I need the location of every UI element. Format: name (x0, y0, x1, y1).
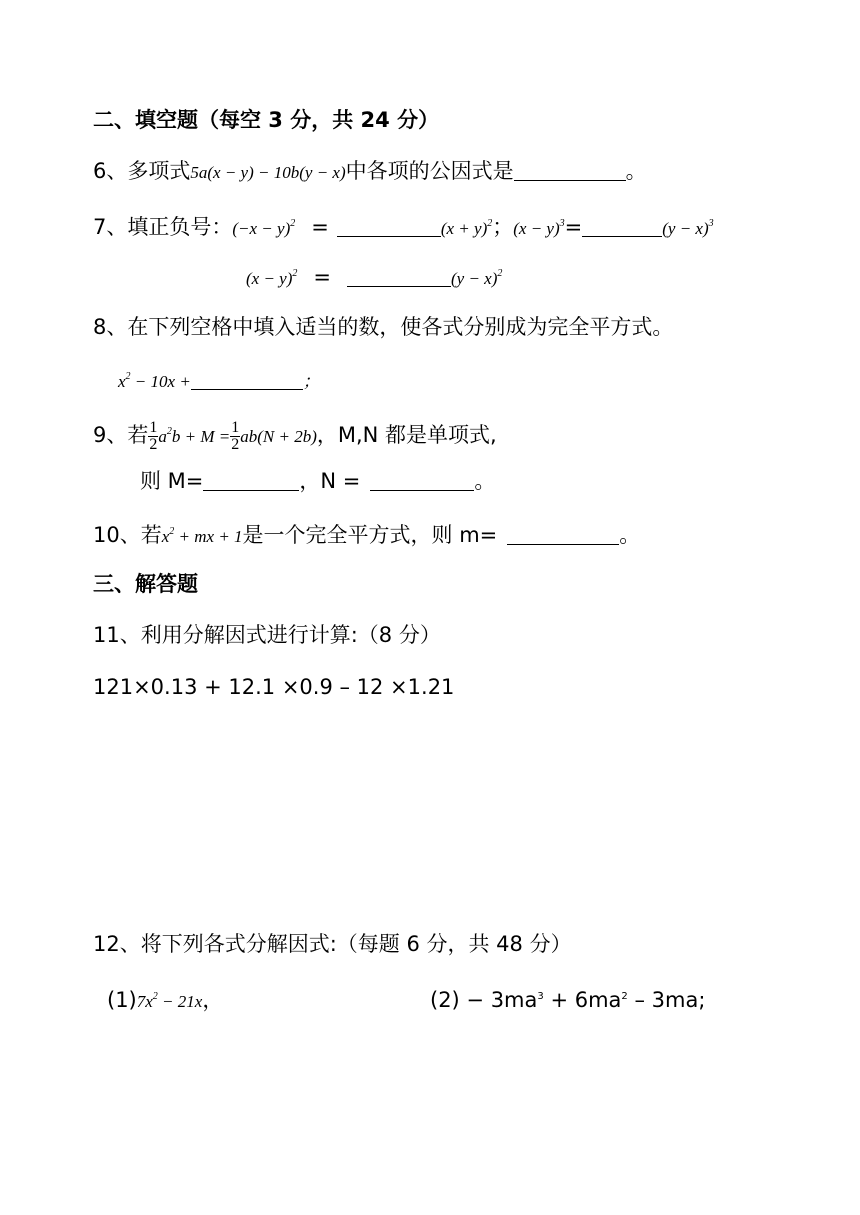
q7-expr-1: $(-x - y)^2$ (232, 218, 296, 238)
q7-blank-1[interactable] (337, 216, 441, 237)
q7-blank-2[interactable] (582, 216, 662, 237)
q7-expr-5: $(x - y)^2$ (246, 268, 298, 288)
q6-text: 中各项的公因式是 (345, 159, 514, 183)
q7-label: 7、填正负号： (93, 215, 233, 239)
q12-p1-label: (1) (107, 988, 137, 1012)
question-8: 8、在下列空格中填入适当的数，使各式分别成为完全平方式。 (93, 315, 674, 339)
question-6 (93, 157, 647, 187)
q10-label: 10、若 (93, 523, 162, 547)
q7-expr-3: $(x - y)^3$ (513, 218, 565, 238)
q12-p1-expr: $7x^2 - 21x$ (136, 991, 203, 1011)
q9-text: ，M,N 都是单项式, (316, 423, 497, 447)
question-10 (93, 518, 640, 551)
q9-end: 。 (474, 469, 496, 493)
q10-expr: $x^2$ + mx + 1 (161, 526, 243, 546)
question-12-part-2: $(2) - 3ma^3 + 6ma^2 - 3ma$; (430, 988, 706, 1012)
q8-expr: $x^2 - 10x$ + (118, 371, 191, 391)
q6-label: 6、多项式 (93, 159, 191, 183)
question-12: 12、将下列各式分解因式:（每题 6 分，共 48 分） (93, 932, 572, 956)
q9-m-blank[interactable] (203, 470, 299, 491)
q9-n-label: ，N = (299, 469, 361, 493)
q10-text: 是一个完全平方式，则 m= (242, 523, 498, 547)
q12-p2-label: (2) (430, 988, 460, 1012)
q7-eq-1: = (311, 215, 329, 239)
q9-fraction-1: $\frac{1}{2}$ (149, 418, 158, 453)
q6-expression: 5a(x − y) − 10b(y − x) (190, 163, 346, 182)
question-12-part-1 (107, 983, 223, 1016)
q10-blank[interactable] (507, 524, 619, 545)
q7-expr-4: $(y - x)^3$ (662, 218, 714, 238)
q7-separator: ； (492, 215, 514, 239)
question-11: 11、利用分解因式进行计算:（8 分） (93, 623, 441, 647)
q12-p1-end: ， (202, 988, 224, 1012)
q7-expr-2: $(x + y)^2$ (440, 218, 493, 238)
q9-expr-2: ab(N + 2b) (240, 427, 317, 446)
q9-n-blank[interactable] (370, 470, 474, 491)
question-8-expression (118, 363, 320, 396)
q6-blank[interactable] (514, 160, 626, 181)
section-3-title: 三、解答题 (93, 572, 198, 596)
q8-end: ； (302, 372, 320, 391)
question-7 (93, 210, 714, 243)
section-2-title: 二、填空题（每空 3 分，共 24 分） (93, 108, 440, 132)
q7-eq-3: = (313, 265, 331, 289)
question-9-line-2 (140, 467, 495, 495)
q9-label: 9、若 (93, 423, 149, 447)
question-7-line-2 (246, 260, 502, 293)
q8-blank[interactable] (191, 369, 303, 390)
q9-expr-1: $a^2b + M$ = (158, 426, 231, 446)
question-11-calculation: 121×0.13 + 12.1 ×0.9 – 12 ×1.21 (93, 675, 455, 699)
q10-end: 。 (619, 523, 641, 547)
q7-eq-2: = (564, 215, 583, 239)
q9-m-label: 则 M= (140, 469, 204, 493)
q6-end: 。 (625, 159, 647, 183)
q7-blank-3[interactable] (347, 266, 451, 287)
question-9 (93, 414, 497, 455)
q9-fraction-2: $\frac{1}{2}$ (231, 418, 240, 453)
q7-expr-6: $(y - x)^2$ (451, 268, 503, 288)
